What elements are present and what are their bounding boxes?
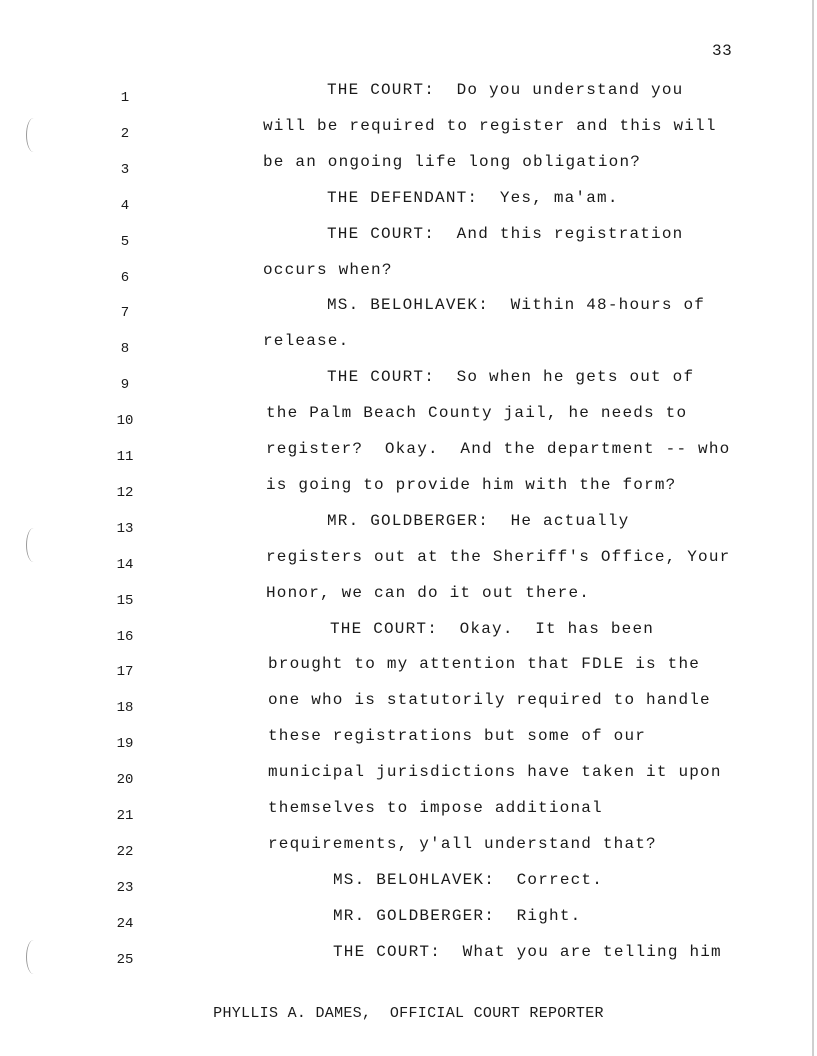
line-number: 19 bbox=[116, 736, 134, 753]
line-text: MS. BELOHLAVEK: Correct. bbox=[333, 870, 604, 889]
line-text: brought to my attention that FDLE is the bbox=[268, 655, 701, 674]
line-number: 7 bbox=[120, 305, 130, 322]
page-number: 33 bbox=[712, 42, 733, 60]
line-text: occurs when? bbox=[263, 260, 393, 279]
line-number: 1 bbox=[120, 90, 130, 106]
line-number: 22 bbox=[116, 843, 134, 860]
line-number: 5 bbox=[120, 233, 130, 250]
line-number: 8 bbox=[120, 341, 130, 358]
court-reporter-footer: PHYLLIS A. DAMES, OFFICIAL COURT REPORTER bbox=[213, 1005, 604, 1022]
line-number: 25 bbox=[116, 951, 134, 968]
line-number: 11 bbox=[116, 449, 134, 465]
punch-hole-mark bbox=[26, 528, 41, 562]
line-number: 17 bbox=[116, 664, 134, 681]
line-text: THE COURT: What you are telling him bbox=[333, 942, 722, 961]
line-text: MR. GOLDBERGER: He actually bbox=[327, 511, 630, 530]
punch-hole-mark bbox=[26, 940, 41, 974]
line-text: be an ongoing life long obligation? bbox=[263, 152, 642, 171]
line-text: is going to provide him with the form? bbox=[266, 475, 677, 494]
line-number: 14 bbox=[116, 556, 134, 573]
line-number: 21 bbox=[116, 808, 134, 824]
line-number: 15 bbox=[116, 592, 134, 609]
line-text: THE DEFENDANT: Yes, ma'am. bbox=[327, 188, 619, 207]
line-text: THE COURT: Okay. It has been bbox=[330, 619, 655, 638]
line-number: 9 bbox=[120, 377, 130, 394]
line-text: these registrations but some of our bbox=[268, 727, 647, 746]
line-number: 6 bbox=[120, 269, 130, 286]
line-text: register? Okay. And the department -- who bbox=[266, 440, 731, 458]
line-text: Honor, we can do it out there. bbox=[266, 583, 591, 602]
line-text: one who is statutorily required to handle bbox=[268, 691, 711, 710]
line-number: 13 bbox=[116, 520, 134, 537]
line-number: 23 bbox=[116, 879, 134, 896]
line-text: the Palm Beach County jail, he needs to bbox=[266, 404, 688, 423]
line-number: 3 bbox=[120, 161, 130, 178]
line-text: requirements, y'all understand that? bbox=[268, 834, 657, 853]
line-number: 18 bbox=[116, 700, 134, 717]
line-text: THE COURT: And this registration bbox=[327, 224, 684, 243]
line-number: 12 bbox=[116, 484, 134, 501]
line-number: 10 bbox=[116, 413, 134, 430]
line-number: 4 bbox=[120, 197, 130, 214]
line-text: MR. GOLDBERGER: Right. bbox=[333, 906, 582, 925]
punch-hole-mark bbox=[26, 118, 41, 152]
line-number: 24 bbox=[116, 915, 134, 932]
line-text: municipal jurisdictions have taken it upon bbox=[268, 763, 722, 782]
line-text: THE COURT: So when he gets out of bbox=[327, 368, 695, 387]
line-text: release. bbox=[263, 332, 350, 351]
line-number: 20 bbox=[116, 772, 134, 789]
line-text: themselves to impose additional bbox=[268, 799, 603, 817]
line-number: 16 bbox=[116, 628, 134, 645]
line-text: MS. BELOHLAVEK: Within 48-hours of bbox=[327, 296, 706, 315]
line-text: THE COURT: Do you understand you bbox=[327, 81, 684, 99]
line-text: will be required to register and this will bbox=[263, 116, 717, 135]
line-number: 2 bbox=[120, 125, 130, 142]
page-edge bbox=[812, 0, 814, 1056]
line-text: registers out at the Sheriff's Office, Your bbox=[266, 547, 731, 566]
